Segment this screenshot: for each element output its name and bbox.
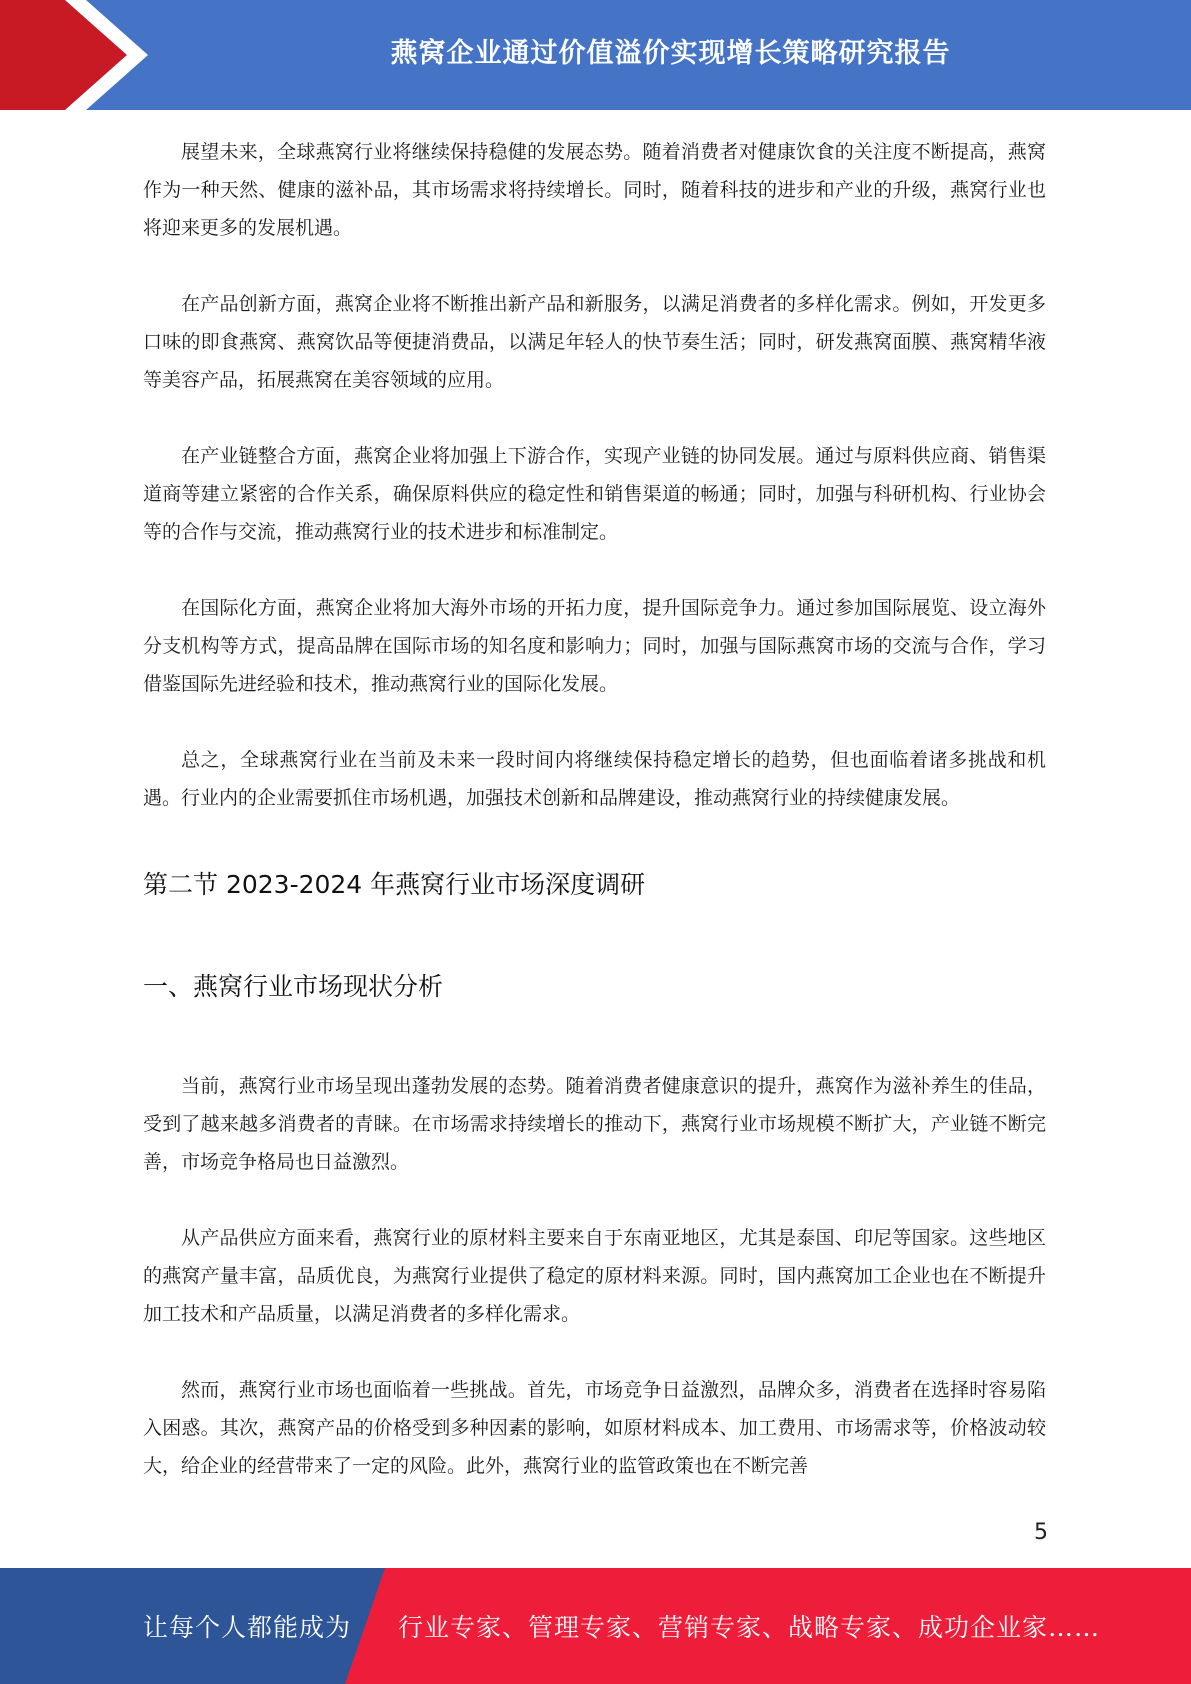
- body-paragraph: 然而，燕窝行业市场也面临着一些挑战。首先，市场竞争日益激烈，品牌众多，消费者在选择时容易陷入困惑。其次，燕窝产品的价格受到多种因素的影响，如原材料成本、加工费用、市场需求等，价格波动较大，给企业的经营带来了一定的风险。此外，燕窝行业的监管政策也在不断完善: [143, 1379, 1046, 1477]
- document-body: [143, 133, 1046, 1485]
- body-paragraph: 展望未来，全球燕窝行业将继续保持稳健的发展态势。随着消费者对健康饮食的关注度不断提高，燕窝作为一种天然、健康的滋补品，其市场需求将持续增长。同时，随着科技的进步和产业的升级，燕窝行业也将迎来更多的发展机遇。: [143, 141, 1046, 239]
- footer-slogan-left: 让每个人都能成为: [143, 1613, 352, 1642]
- body-paragraph: 在产品创新方面，燕窝企业将不断推出新产品和新服务，以满足消费者的多样化需求。例如，开发更多口味的即食燕窝、燕窝饮品等便捷消费品，以满足年轻人的快节奏生活；同时，研发燕窝面膜、燕窝精华液等美容产品，拓展燕窝在美容领域的应用。: [143, 293, 1046, 391]
- subsection-heading: 一、燕窝行业市场现状分析: [143, 972, 444, 1001]
- body-paragraph: 从产品供应方面来看，燕窝行业的原材料主要来自于东南亚地区，尤其是泰国、印尼等国家。这些地区的燕窝产量丰富，品质优良，为燕窝行业提供了稳定的原材料来源。同时，国内燕窝加工企业也在不断提升加工技术和产品质量，以满足消费者的多样化需求。: [143, 1227, 1046, 1325]
- section-heading: 第二节 2023-2024 年燕窝行业市场深度调研: [143, 870, 646, 899]
- body-paragraph: 当前，燕窝行业市场呈现出蓬勃发展的态势。随着消费者健康意识的提升，燕窝作为滋补养生的佳品，受到了越来越多消费者的青睐。在市场需求持续增长的推动下，燕窝行业市场规模不断扩大，产业链不断完善，市场竞争格局也日益激烈。: [143, 1075, 1046, 1173]
- footer-slogan-right: 行业专家、管理专家、营销专家、战略专家、成功企业家……: [398, 1613, 1101, 1642]
- page-header: [0, 0, 1191, 110]
- body-paragraph: 在产业链整合方面，燕窝企业将加强上下游合作，实现产业链的协同发展。通过与原料供应商、销售渠道商等建立紧密的合作关系，确保原料供应的稳定性和销售渠道的畅通；同时，加强与科研机构、行业协会等的合作与交流，推动燕窝行业的技术进步和标准制定。: [143, 445, 1046, 543]
- page-footer: [0, 1568, 1191, 1684]
- body-paragraph: 总之，全球燕窝行业在当前及未来一段时间内将继续保持稳定增长的趋势，但也面临着诸多挑战和机遇。行业内的企业需要抓住市场机遇，加强技术创新和品牌建设，推动燕窝行业的持续健康发展。: [143, 749, 1046, 809]
- report-title: 燕窝企业通过价值溢价实现增长策略研究报告: [390, 37, 951, 69]
- body-paragraph: 在国际化方面，燕窝企业将加大海外市场的开拓力度，提升国际竞争力。通过参加国际展览、设立海外分支机构等方式，提高品牌在国际市场的知名度和影响力；同时，加强与国际燕窝市场的交流与合作，学习借鉴国际先进经验和技术，推动燕窝行业的国际化发展。: [143, 597, 1046, 695]
- page-number: 5: [1034, 1520, 1048, 1545]
